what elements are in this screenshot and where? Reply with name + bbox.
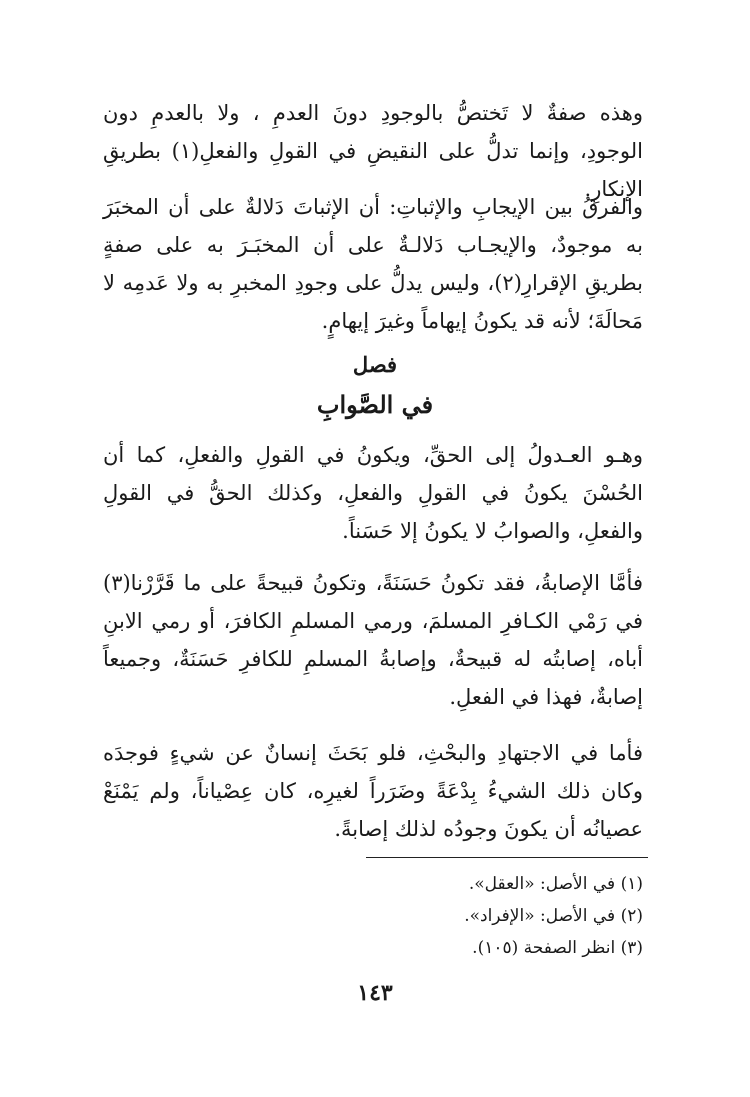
footnote-2: (٢) في الأصل: «الإفراد». [464, 906, 643, 926]
footnote-1: (١) في الأصل: «العقل». [468, 874, 643, 894]
paragraph-1: وهذه صفةٌ لا تَختصُّ بالوجودِ دونَ العدمِ ، ولا بالعدمِ دون الوجودِ، وإنما تدلُّ على النقيضِ في القولِ والفعلِ(١) بطريقِ الإنكارِ. [103, 101, 643, 201]
section-heading: فصل [352, 352, 398, 377]
footnotes-list [243, 868, 643, 964]
section-subheading: في الصَّوابِ [316, 390, 434, 419]
footnote-3: (٣) انظر الصفحة (١٠٥). [472, 938, 643, 958]
footnote-divider [366, 857, 648, 858]
section-paragraph-2: فأمَّا الإصابةُ، فقد تكونُ حَسَنَةً، وتكونُ قبيحةً على ما قَرَّرْنا(٣) في رَمْي الكـافرِ المسلمَ، ورمي المسلمِ الكافرَ، أو رمي الابنِ أباه، إصابتُه له قبيحةٌ، وإصابةُ المسلمِ للكافرِ حَسَنَةٌ، وجميعاً إصابةٌ، فهذا في الفعلِ. [103, 571, 643, 709]
section-paragraph-3: فأما في الاجتهادِ والبحْثِ، فلو بَحَثَ إنسانٌ عن شيءٍ فوجدَه وكان ذلك الشيءُ بِدْعَةً وضَرَراً لغيرِه، كان عِصْياناً، ولم يَمْنَعْ عصيانُه أن يكونَ وجودُه لذلك إصابةً. [103, 741, 643, 841]
page-number: ١٤٣ [357, 980, 393, 1006]
paragraph-2: والفرقُ بين الإيجابِ والإثباتِ: أن الإثباتَ دَلالةٌ على أن المخبَرَ به موجودٌ، والإيجـاب دَلالـةٌ على أن المخبَـرَ به على صفةٍ بطريقِ الإقرارِ(٢)، وليس يدلُّ على وجودِ المخبرِ به ولا عَدمِه لا مَحالَةَ؛ لأنه قد يكونُ إيهاماً وغيرَ إيهامٍ. [103, 195, 644, 333]
section-paragraph-1: وهـو العـدولُ إلى الحقِّ، ويكونُ في القولِ والفعلِ، كما أن الحُسْنَ يكونُ في القولِ والفعلِ، وكذلك الحقُّ في القولِ والفعلِ، والصوابُ لا يكونُ إلا حَسَناً. [103, 443, 643, 543]
